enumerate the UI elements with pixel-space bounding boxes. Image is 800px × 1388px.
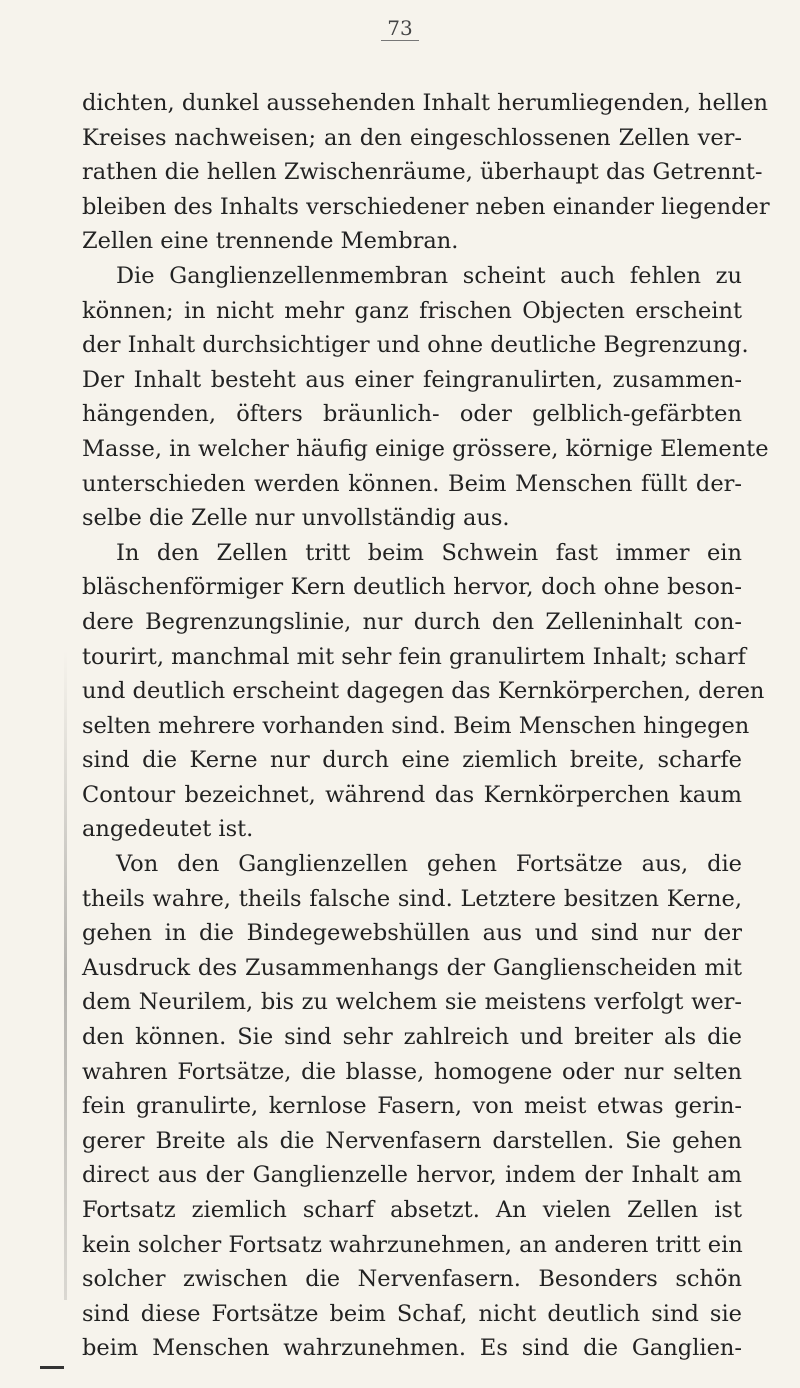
text-line: Masse, in welcher häufig einige grössere, körnige Elemente bbox=[82, 435, 769, 462]
text-line: selbe die Zelle nur unvollständig aus. bbox=[82, 505, 510, 532]
body-text bbox=[82, 86, 770, 1366]
text-line: Ausdruck des Zusammenhangs der Ganglienscheiden mit bbox=[82, 954, 742, 981]
text-line: selten mehrere vorhanden sind. Beim Menschen hingegen bbox=[82, 712, 750, 739]
text-line: rathen die hellen Zwischenräume, überhaupt das Getrennt- bbox=[82, 159, 763, 186]
text-line: Von den Ganglienzellen gehen Fortsätze aus, die bbox=[116, 851, 742, 878]
text-line: wahren Fortsätze, die blasse, homogene oder nur selten bbox=[82, 1058, 742, 1085]
text-line: beim Menschen wahrzunehmen. Es sind die Ganglien- bbox=[82, 1335, 742, 1362]
binding-mark bbox=[40, 1366, 64, 1369]
text-line: fein granulirte, kernlose Fasern, von meist etwas gerin- bbox=[82, 1093, 742, 1120]
text-line: In den Zellen tritt beim Schwein fast immer ein bbox=[116, 539, 742, 566]
text-line: und deutlich erscheint dagegen das Kernkörperchen, deren bbox=[82, 678, 765, 705]
text-line: sind die Kerne nur durch eine ziemlich breite, scharfe bbox=[82, 747, 742, 774]
text-line: direct aus der Ganglienzelle hervor, indem der Inhalt am bbox=[82, 1162, 742, 1189]
text-line: bläschenförmiger Kern deutlich hervor, doch ohne beson- bbox=[82, 574, 742, 601]
text-line: Zellen eine trennende Membran. bbox=[82, 228, 459, 255]
text-line: dere Begrenzungslinie, nur durch den Zelleninhalt con- bbox=[82, 608, 742, 635]
text-line: sind diese Fortsätze beim Schaf, nicht deutlich sind sie bbox=[82, 1300, 742, 1327]
text-line: Die Ganglienzellenmembran scheint auch fehlen zu bbox=[116, 262, 742, 289]
text-line: bleiben des Inhalts verschiedener neben einander liegender bbox=[82, 193, 770, 220]
text-line: gerer Breite als die Nervenfasern darstellen. Sie gehen bbox=[82, 1127, 742, 1154]
text-line: angedeutet ist. bbox=[82, 816, 254, 843]
text-line: Contour bezeichnet, während das Kernkörperchen kaum bbox=[82, 781, 742, 808]
text-line: dem Neurilem, bis zu welchem sie meistens verfolgt wer- bbox=[82, 989, 742, 1016]
text-line: hängenden, öfters bräunlich- oder gelblich-gefärbten bbox=[82, 401, 742, 428]
text-line: tourirt, manchmal mit sehr fein granulirtem Inhalt; scharf bbox=[82, 643, 746, 670]
text-line: kein solcher Fortsatz wahrzunehmen, an anderen tritt ein bbox=[82, 1231, 743, 1258]
binding-shadow bbox=[64, 650, 67, 1300]
text-line: Kreises nachweisen; an den eingeschlossenen Zellen ver- bbox=[82, 124, 742, 151]
text-line: gehen in die Bindegewebshüllen aus und sind nur der bbox=[82, 920, 742, 947]
text-line: theils wahre, theils falsche sind. Letztere besitzen Kerne, bbox=[82, 885, 742, 912]
page-number: 73 bbox=[0, 16, 800, 41]
text-line: der Inhalt durchsichtiger und ohne deutliche Begrenzung. bbox=[82, 332, 749, 359]
text-line: dichten, dunkel aussehenden Inhalt herumliegenden, hellen bbox=[82, 90, 768, 116]
text-line: können; in nicht mehr ganz frischen Objecten erscheint bbox=[82, 297, 742, 324]
text-line: unterschieden werden können. Beim Menschen füllt der- bbox=[82, 470, 742, 497]
text-line: Der Inhalt besteht aus einer feingranulirten, zusammen- bbox=[82, 366, 742, 393]
text-line: Fortsatz ziemlich scharf absetzt. An vielen Zellen ist bbox=[82, 1197, 742, 1223]
text-line: den können. Sie sind sehr zahlreich und breiter als die bbox=[82, 1024, 742, 1051]
text-line: solcher zwischen die Nervenfasern. Besonders schön bbox=[82, 1266, 742, 1293]
